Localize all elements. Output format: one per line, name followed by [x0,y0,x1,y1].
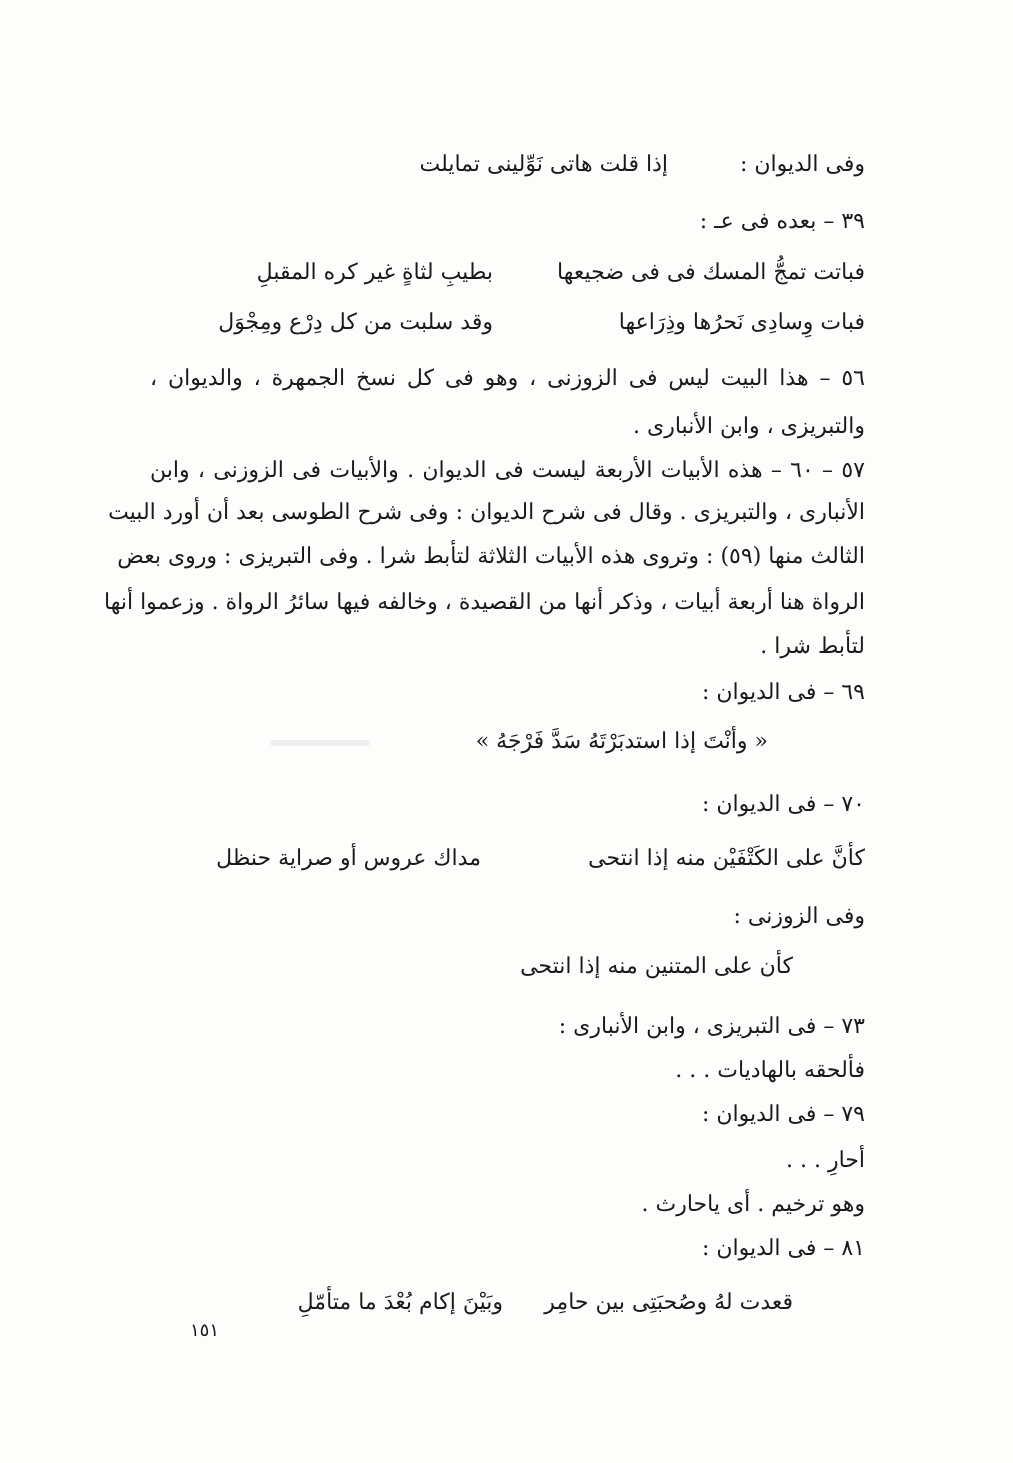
note-heading: وفى الزوزنى : [733,904,865,929]
note-heading: ٧٩ – فى الديوان : [702,1102,865,1127]
paragraph-line: الرواة هنا أربعة أبيات ، وذكر أنها من القصيدة ، وخالفه فيها سائرُ الرواة . وزعموا أنها [104,590,865,615]
paragraph-line: ٥٦ – هذا البيت ليس فى الزوزنى ، وهو فى كل نسخ الجمهرة ، والديوان ، [150,366,865,391]
note-heading: ٦٩ – فى الديوان : [702,680,865,705]
faded-text-mark [270,740,370,746]
verse-hemistich: إذا قلت هاتى نَوِّلينى تمايلت [419,152,668,177]
verse-hemistich: فبات وِسادِى نَحرُها وذِرَاعها [618,310,865,335]
text-line: وهو ترخيم . أى ياحارث . [641,1192,865,1217]
paragraph-line: لتأبط شرا . [760,634,865,659]
note-heading: ٧٠ – فى الديوان : [702,792,865,817]
verse-hemistich: كأنَّ على الكَتْفَيْن منه إذا انتحى [588,846,865,871]
note-heading: ٧٣ – فى التبريزى ، وابن الأنبارى : [558,1014,865,1039]
page-number: ١٥١ [190,1320,220,1341]
verse-hemistich: مداك عروس أو صراية حنظل [216,846,481,871]
paragraph-line: ٥٧ – ٦٠ – هذه الأبيات الأربعة ليست فى الديوان . والأبيات فى الزوزنى ، وابن [150,458,865,483]
verse-hemistich: وقد سلبت من كل دِرْع ومِجْوَل [218,310,493,335]
verse-hemistich: كأن على المتنين منه إذا انتحى [520,954,793,979]
text-line: فألحقه بالهاديات . . . [675,1058,865,1083]
paragraph-line: الثالث منها (٥٩) : وتروى هذه الأبيات الثلاثة لتأبط شرا . وفى التبريزى : وروى بعض [117,544,865,569]
verse-hemistich: قعدت لهُ وصُحبَتِى بين حامِر [544,1290,793,1315]
note-heading: ٨١ – فى الديوان : [702,1236,865,1261]
text-line: أحارِ . . . [786,1148,865,1173]
verse-hemistich: بطيبِ لثاةٍ غير كره المقبلِ [256,260,493,285]
verse-hemistich: فباتت تمجُّ المسك فى فى ضجيعها [557,260,865,285]
verse-hemistich: وبَيْنَ إكام بُعْدَ ما متأمّلِ [297,1290,503,1315]
paragraph-line: الأنبارى ، والتبريزى . وقال فى شرح الديوان : وفى شرح الطوسى بعد أن أورد البيت [108,500,865,525]
text-line: وفى الديوان : [740,152,865,177]
note-heading: ٣٩ – بعده فى عـ : [699,209,865,234]
verse-hemistich: « وأنْتَ إذا استدبَرْتَهُ سَدَّ فَرْجَهُ » [475,729,768,754]
paragraph-line: والتبريزى ، وابن الأنبارى . [633,414,865,439]
